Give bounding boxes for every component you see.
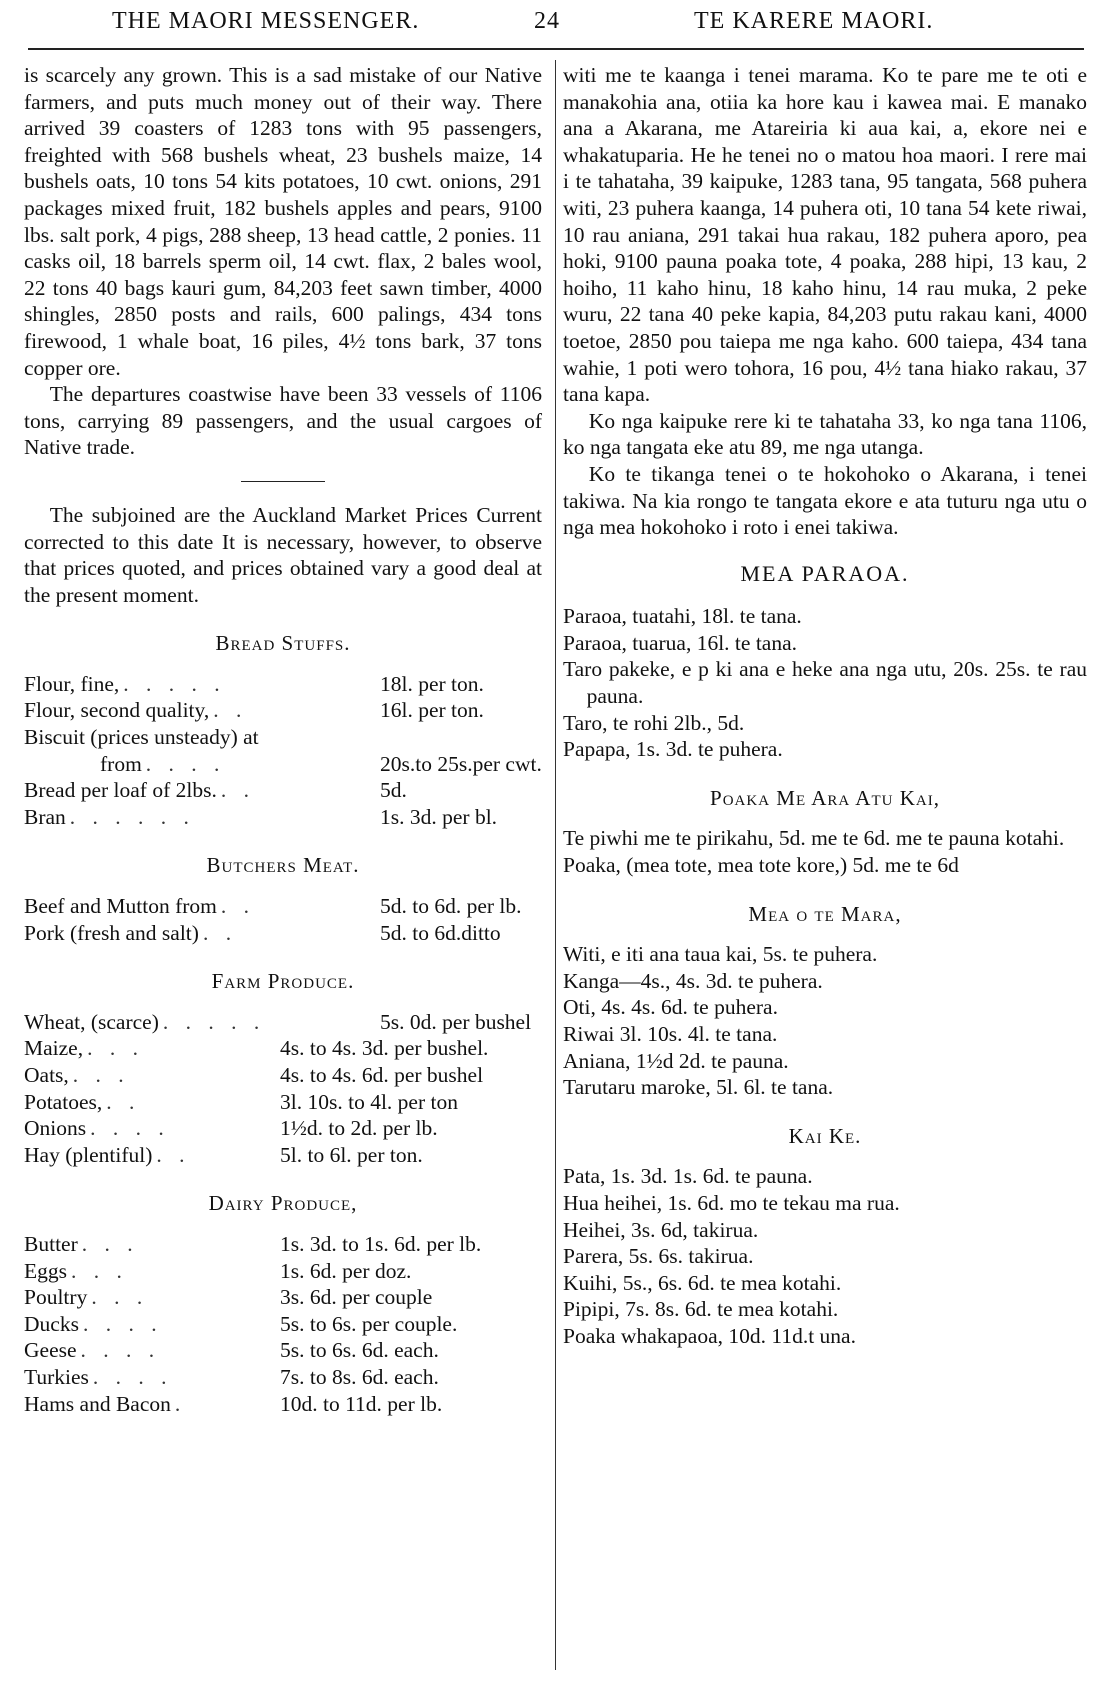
- list-item: Parera, 5s. 6s. takirua.: [563, 1244, 754, 1269]
- section-heading-mea-paraoa: MEA PARAOA.: [740, 560, 910, 586]
- leader-dots: . . . .: [90, 1116, 170, 1141]
- list-item: Hua heihei, 1s. 6d. mo te tekau ma rua.: [563, 1190, 900, 1215]
- list-item: Taro, te rohi 2lb., 5d.: [563, 710, 745, 735]
- item-price: 5l. to 6l. per ton.: [280, 1142, 423, 1167]
- list-item: Poaka, (mea tote, mea tote kore,) 5d. me te 6d: [563, 853, 959, 878]
- mea-paraoa-list: [563, 603, 1087, 763]
- item-price: 5s. to 6s. 6d. each.: [280, 1338, 439, 1363]
- item-price: 7s. to 8s. 6d. each.: [280, 1364, 439, 1389]
- leader-dots: . . . .: [145, 751, 226, 776]
- item-price: 18l. per ton.: [380, 671, 484, 696]
- section-heading-kai-ke: Kai Ke.: [788, 1123, 862, 1148]
- item-label: Onions: [24, 1116, 87, 1141]
- section-heading-poaka: Poaka Me Ara Atu Kai,: [710, 785, 940, 810]
- item-price: 5d. to 6d.ditto: [380, 920, 501, 945]
- leader-dots: . .: [156, 1142, 191, 1167]
- kai-ke-list: [563, 1163, 1087, 1349]
- item-price: 4s. to 4s. 6d. per bushel: [280, 1063, 484, 1087]
- price-row: [24, 671, 542, 698]
- leader-dots: . . . . .: [162, 1009, 266, 1034]
- market-intro-paragraph: The subjoined are the Auckland Market Prices Current corrected to this date It is necessary, however, to observe that prices quoted, and prices obtained vary a good deal at the present moment.: [24, 502, 542, 607]
- item-label: Biscuit (prices unsteady) at: [24, 725, 259, 750]
- departures-paragraph: The departures coastwise have been 33 vessels of 1106 tons, carrying 89 passengers, and the usual cargoes of Native trade.: [24, 382, 542, 460]
- leader-dots: . . . . .: [123, 671, 226, 696]
- list-item: Te piwhi me te pirikahu, 5d. me te 6d. me te pauna kotahi.: [563, 826, 1065, 851]
- list-item: Oti, 4s. 4s. 6d. te puhera.: [563, 995, 778, 1020]
- item-price: 5d. to 6d. per lb.: [380, 894, 522, 919]
- price-row: [24, 1391, 542, 1418]
- shipping-paragraph: is scarcely any grown. This is a sad mistake of our Native farmers, and puts much money out of their way. There arrived 39 coasters of 1283 tons with 95 passengers, freighted with 568 bushels wheat, 23 bushels maize, 14 bushels oats, 10 tons 54 kits potatoes, 10 cwt. onions, 291 packages mixed fruit, 182 bushels apples and pears, 9100 lbs. salt pork, 4 pigs, 288 sheep, 13 head cattle, 2 ponies. 11 casks oil, 18 barrels sperm oil, 14 cwt. flax, 2 bales wool, 22 tons 40 bags kauri gum, 84,203 feet sawn timber, 4000 shingles, 2850 posts and rails, 600 palings, 434 tons firewood, 1 whale boat, 16 piles, 4½ tons bark, 37 tons copper ore.: [24, 63, 542, 380]
- price-row: [24, 1337, 542, 1364]
- list-item: Riwai 3l. 10s. 4l. te tana.: [563, 1022, 778, 1046]
- item-price: 3l. 10s. to 4l. per ton: [280, 1089, 458, 1114]
- price-row: [24, 751, 542, 778]
- list-item: Pata, 1s. 3d. 1s. 6d. te pauna.: [563, 1164, 813, 1189]
- item-label: Oats,: [24, 1063, 69, 1087]
- item-label: Eggs: [24, 1258, 67, 1283]
- leader-dots: . .: [220, 778, 255, 803]
- list-item: Tarutaru maroke, 5l. 6l. te tana.: [563, 1075, 834, 1100]
- shipping-paragraph-maori: witi me te kaanga i tenei marama. Ko te pare me te oti e manakohia ana, otiia ka hore kau i kawea mai. E manako ana a Akarana, me Atareiria ki aua kai, a, ekore nei e whakatuparia. He he tenei no o matou hoa maori. I rere mai i te tahataha, 39 kaipuke, 1283 tana, 95 tangata, 568 puhera witi, 23 puhera kaanga, 14 puhera oti, 10 tana 54 kete riwai, 10 rau aniana, 291 takai hua rakau, 182 puhera aporo, pea hoki, 9100 pauna poaka tote, 4 poaka, 288 hipi, 13 kau, 2 hoiho, 11 kaho hinu, 18 kaho hinu, 14 rau muka, 2 peke wuru, 22 tana 40 peke kapia, 84,203 putu rakau kani, 4000 toetoe, 2850 pou taiepa me nga kaho. 600 taiepa, 434 tana wahie, 1 poti wero tohora, 16 pou, 4½ tana hiako rakau, 37 tana kapa.: [563, 63, 1087, 407]
- price-row: [24, 1035, 542, 1062]
- leader-dots: . . .: [71, 1258, 128, 1283]
- list-item: Poaka whakapaoa, 10d. 11d.t una.: [563, 1323, 856, 1348]
- price-row: [24, 1311, 542, 1338]
- bread-stuffs-list: [24, 671, 542, 831]
- price-row: [24, 724, 542, 751]
- price-row: [24, 777, 542, 804]
- item-label: Hams and Bacon: [24, 1391, 171, 1416]
- list-item: Paraoa, tuatahi, 18l. te tana.: [563, 604, 802, 629]
- butchers-meat-list: [24, 893, 542, 946]
- item-label: Bran: [24, 804, 66, 829]
- price-row: [24, 893, 542, 920]
- page-number: 24: [534, 8, 560, 34]
- leader-dots: . . . .: [92, 1364, 173, 1389]
- item-price: 5d.: [380, 778, 407, 803]
- leader-dots: .: [174, 1391, 187, 1416]
- item-price: 10d. to 11d. per lb.: [280, 1391, 443, 1416]
- leader-dots: . . . .: [82, 1311, 163, 1336]
- item-label: Pork (fresh and salt): [24, 920, 199, 945]
- item-label: Flour, fine,: [24, 671, 120, 696]
- item-price: 1s. 6d. per doz.: [280, 1258, 412, 1283]
- item-label: Poultry: [24, 1285, 88, 1310]
- poaka-list: [563, 825, 1087, 878]
- item-price: 1s. 3d. to 1s. 6d. per lb.: [280, 1231, 482, 1256]
- item-label: Bread per loaf of 2lbs.: [24, 778, 217, 803]
- price-row: [24, 1364, 542, 1391]
- price-row: [24, 1231, 542, 1258]
- section-heading-mea-o-te-mara: Mea o te Mara,: [748, 901, 902, 926]
- item-label: Beef and Mutton from: [24, 894, 217, 919]
- page-header: [0, 8, 1114, 44]
- item-label: Hay (plentiful): [24, 1142, 153, 1167]
- item-price: 1½d. to 2d. per lb.: [280, 1116, 438, 1141]
- list-item: Pipipi, 7s. 8s. 6d. te mea kotahi.: [563, 1297, 839, 1322]
- list-item: Kanga—4s., 4s. 3d. te puhera.: [563, 968, 823, 993]
- list-item: Witi, e iti ana taua kai, 5s. te puhera.: [563, 942, 878, 967]
- leader-dots: . . .: [72, 1063, 130, 1087]
- item-label: Geese: [24, 1338, 77, 1363]
- price-row: [24, 1142, 542, 1169]
- item-label: Maize,: [24, 1036, 84, 1061]
- price-row: [24, 1089, 542, 1116]
- column-divider: [555, 60, 556, 1670]
- item-label: Wheat, (scarce): [24, 1009, 159, 1034]
- leader-dots: . .: [220, 894, 255, 919]
- leader-dots: . . . . . .: [69, 804, 195, 829]
- price-row: [24, 1284, 542, 1311]
- list-item: Papapa, 1s. 3d. te puhera.: [563, 737, 783, 762]
- leader-dots: . . .: [91, 1285, 149, 1310]
- price-row: [24, 1009, 542, 1036]
- item-price: 1s. 3d. per bl.: [380, 804, 498, 829]
- section-heading-butchers-meat: Butchers Meat.: [206, 853, 360, 878]
- price-row: [24, 920, 542, 947]
- english-column: [24, 62, 542, 1417]
- maori-column: [563, 62, 1087, 1350]
- item-label: Flour, second quality,: [24, 698, 210, 723]
- list-item: Heihei, 3s. 6d, takirua.: [563, 1217, 759, 1242]
- item-price: 20s.to 25s.per cwt.: [380, 751, 542, 776]
- price-row: [24, 697, 542, 724]
- leader-dots: . .: [106, 1089, 141, 1114]
- item-price: 4s. to 4s. 3d. per bushel.: [280, 1036, 489, 1061]
- header-title-maori: TE KARERE MAORI.: [694, 8, 934, 34]
- leader-dots: . . .: [81, 1231, 139, 1256]
- item-label: Butter: [24, 1231, 78, 1256]
- leader-dots: . . . .: [80, 1338, 161, 1363]
- price-row: [24, 1115, 542, 1142]
- section-heading-bread-stuffs: Bread Stuffs.: [215, 631, 351, 656]
- item-label: Ducks: [24, 1311, 79, 1336]
- header-rule: [28, 48, 1084, 50]
- departures-paragraph-maori: Ko nga kaipuke rere ki te tahataha 33, ko nga tana 1106, ko nga tangata eke atu 89, me nga utanga.: [563, 408, 1087, 460]
- item-price: 3s. 6d. per couple: [280, 1285, 433, 1310]
- farm-produce-list: [24, 1009, 542, 1169]
- item-price: 16l. per ton.: [380, 698, 484, 723]
- leader-dots: . .: [213, 698, 248, 723]
- leader-dots: . . .: [87, 1036, 144, 1061]
- item-label: Turkies: [24, 1364, 89, 1389]
- list-item: Paraoa, tuarua, 16l. te tana.: [563, 630, 798, 655]
- list-item: Kuihi, 5s., 6s. 6d. te mea kotahi.: [563, 1270, 842, 1295]
- dairy-produce-list: [24, 1231, 542, 1417]
- item-label: from: [100, 751, 142, 776]
- price-row: [24, 1258, 542, 1285]
- price-row: [24, 1062, 542, 1089]
- market-intro-paragraph-maori: Ko te tikanga tenei o te hokohoko o Akarana, i tenei takiwa. Na kia rongo te tangata ekore e ata tuturu nga utu o nga mea hokohoko i roto i enei takiwa.: [563, 461, 1087, 540]
- item-label: Potatoes,: [24, 1089, 103, 1114]
- section-heading-dairy-produce: Dairy Produce,: [208, 1191, 358, 1216]
- item-price: 5s. to 6s. per couple.: [280, 1311, 458, 1336]
- leader-dots: . .: [202, 920, 238, 945]
- header-title-english: THE MAORI MESSENGER.: [112, 8, 420, 34]
- item-price: 5s. 0d. per bushel: [380, 1009, 532, 1034]
- list-item: Taro pakeke, e p ki ana e heke ana nga utu, 20s. 25s. te rau pauna.: [563, 657, 1087, 709]
- list-item: Aniana, 1½d 2d. te pauna.: [563, 1048, 789, 1073]
- price-row: [24, 804, 542, 831]
- mea-o-te-mara-list: [563, 941, 1087, 1101]
- section-rule: [241, 481, 325, 482]
- section-heading-farm-produce: Farm Produce.: [211, 969, 355, 994]
